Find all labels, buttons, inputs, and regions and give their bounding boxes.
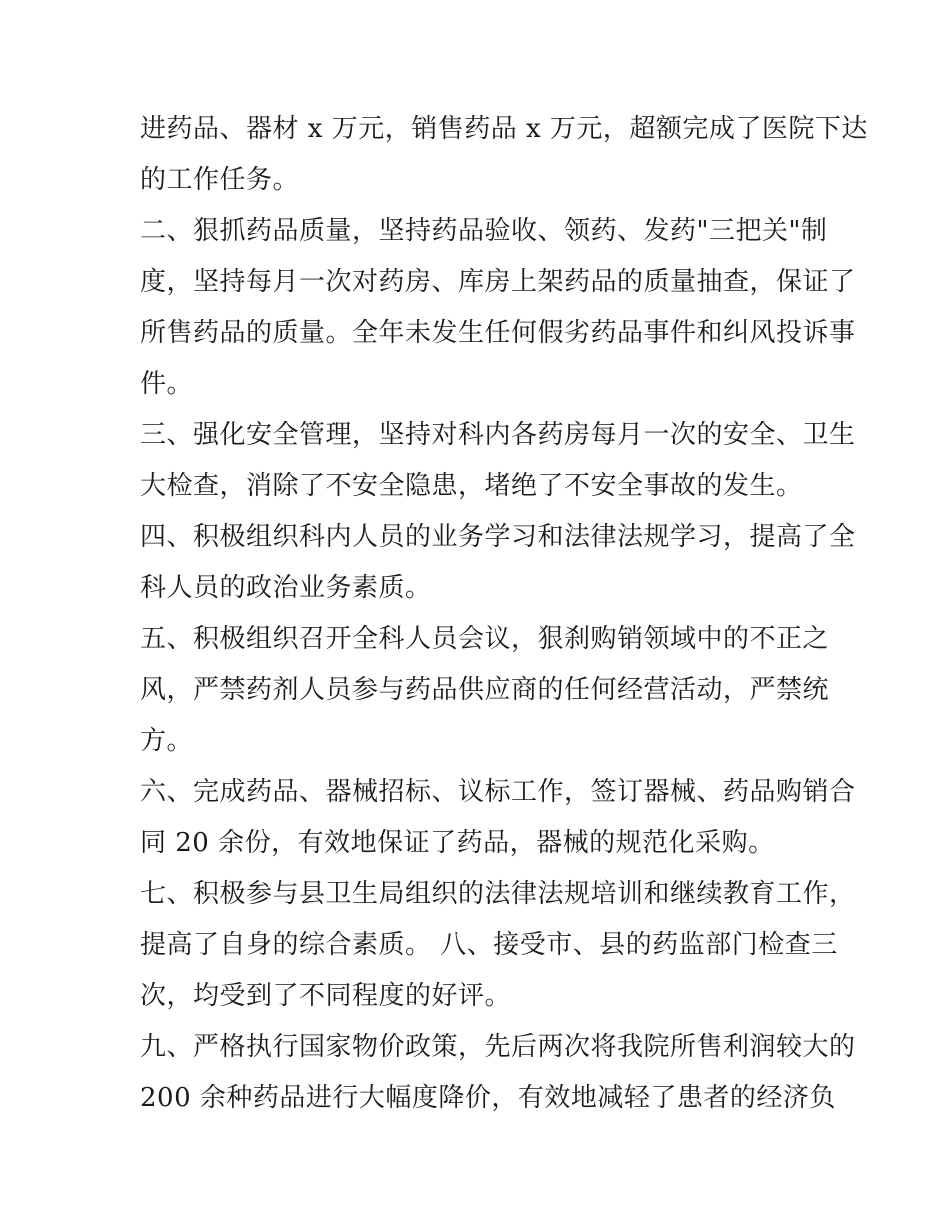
- text-line: 三、强化安全管理，坚持对科内各药房每月一次的安全、卫生: [140, 420, 856, 450]
- text-line: 大检查，消除了不安全隐患，堵绝了不安全事故的发生。: [140, 471, 803, 501]
- text-line: 方。: [140, 726, 194, 756]
- text-line: 200 余种药品进行大幅度降价，有效地减轻了患者的经济负: [140, 1083, 836, 1113]
- text-line: 件。: [140, 369, 194, 399]
- text-line: 九、严格执行国家物价政策，先后两次将我院所售利润较大的: [140, 1032, 856, 1062]
- text-line: 七、积极参与县卫生局组织的法律法规培训和继续教育工作，: [140, 879, 856, 909]
- text-line: 所售药品的质量。全年未发生任何假劣药品事件和纠风投诉事: [140, 318, 856, 348]
- text-line: 四、积极组织科内人员的业务学习和法律法规学习，提高了全: [140, 522, 856, 552]
- text-line: 次，均受到了不同程度的好评。: [140, 981, 512, 1011]
- text-line: 进药品、器材 x 万元，销售药品 x 万元，超额完成了医院下达: [140, 114, 868, 144]
- text-line: 的工作任务。: [140, 165, 300, 195]
- text-line: 度，坚持每月一次对药房、库房上架药品的质量抽查，保证了: [140, 267, 856, 297]
- text-line: 风，严禁药剂人员参与药品供应商的任何经营活动，严禁统: [140, 675, 830, 705]
- text-line: 五、积极组织召开全科人员会议，狠刹购销领域中的不正之: [140, 624, 830, 654]
- text-line: 提高了自身的综合素质。 八、接受市、县的药监部门检查三: [140, 930, 838, 960]
- text-line: 科人员的政治业务素质。: [140, 573, 432, 603]
- text-line: 六、完成药品、器械招标、议标工作，签订器械、药品购销合: [140, 777, 856, 807]
- text-line: 二、狠抓药品质量，坚持药品验收、领药、发药"三把关"制: [140, 216, 828, 246]
- text-line: 同 20 余份，有效地保证了药品，器械的规范化采购。: [140, 828, 775, 858]
